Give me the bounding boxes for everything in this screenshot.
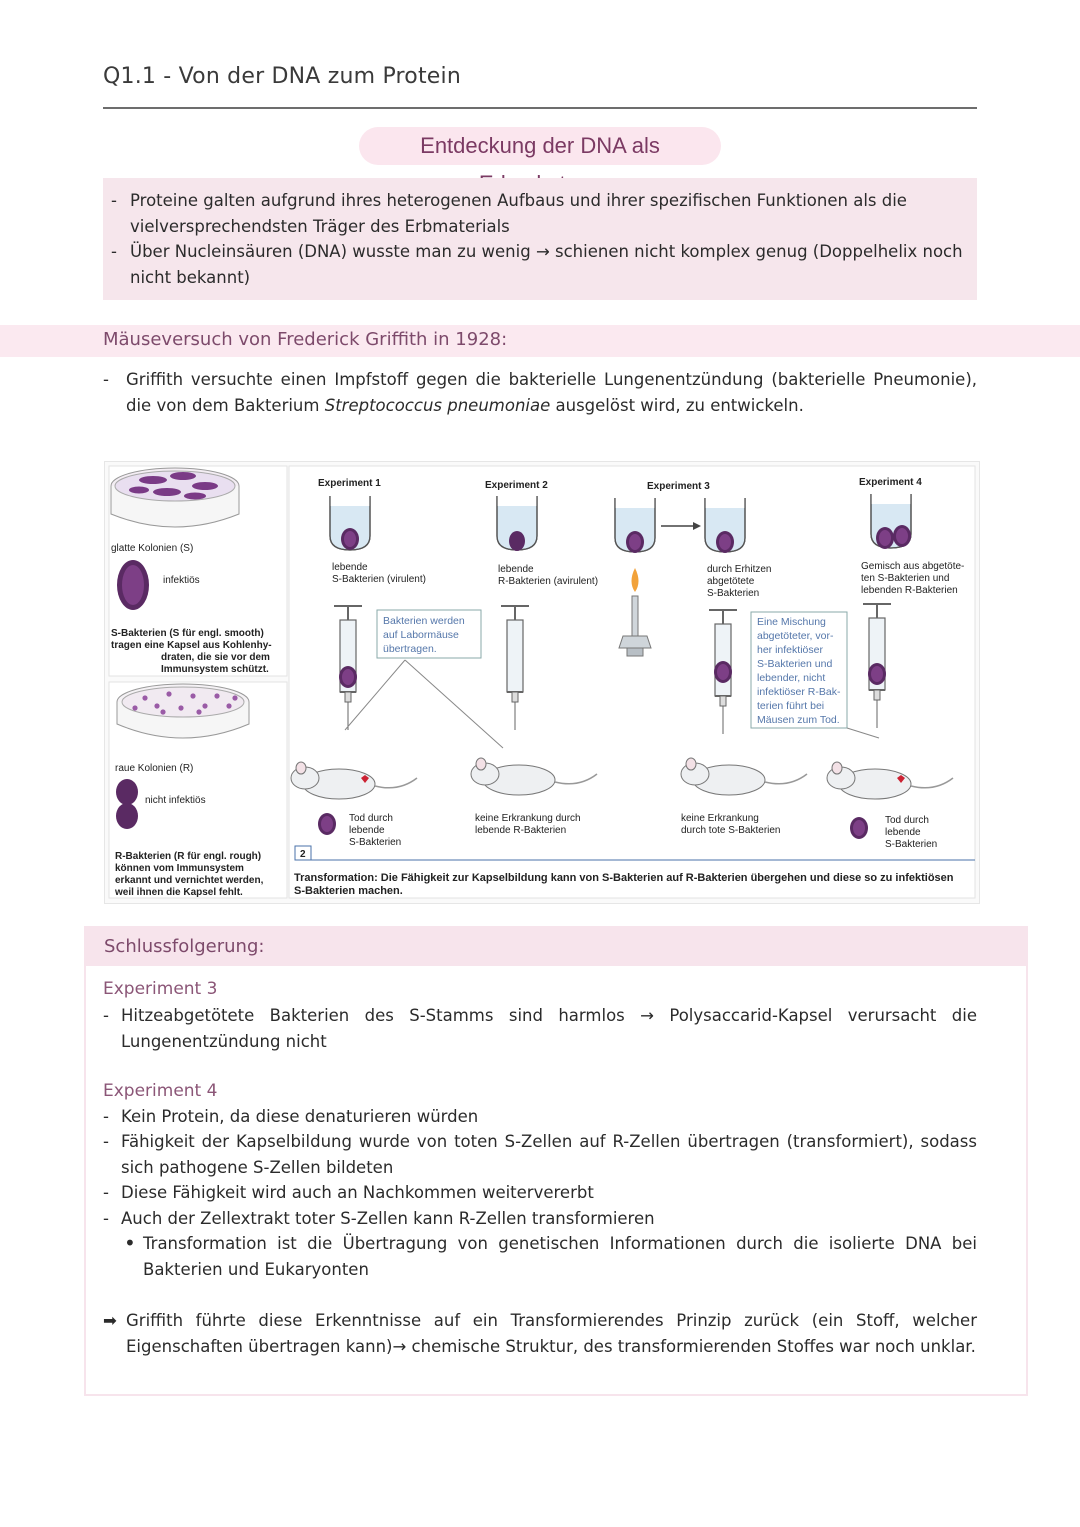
exp1-result-3: S-Bakterien	[349, 837, 402, 848]
note-mix-8: Mäusen zum Tod.	[757, 714, 840, 726]
title-divider	[103, 107, 977, 109]
exp3-result-2: durch tote S-Bakterien	[681, 825, 781, 836]
bullet-dash: -	[103, 370, 109, 389]
conclusion-exp4-item-4: Auch der Zellextrakt toter S-Zellen kann R-Zellen transformieren	[121, 1209, 655, 1228]
intro-box	[103, 178, 977, 300]
s-desc-4: Immunsystem schützt.	[161, 664, 269, 675]
figure-number: 2	[300, 849, 306, 860]
exp4-title: Experiment 4	[859, 477, 922, 488]
figure-illustration	[105, 462, 979, 903]
exp4-result-1: Tod durch	[885, 815, 929, 826]
bullet-dash: -	[111, 242, 117, 261]
species-name: Streptococcus pneumoniae	[324, 395, 551, 415]
bullet-dash: -	[103, 1183, 109, 1202]
conclusion-box	[84, 926, 1028, 1396]
conclusion-sub-bullet: Transformation ist die Übertragung von genetischen Informationen durch die isolierte DNA bei Bakterien und Eukaryonten	[143, 1234, 977, 1279]
note-mix-5: lebender, nicht	[757, 672, 826, 684]
exp4-label-2: ten S-Bakterien und	[861, 573, 950, 584]
exp3-label-3: S-Bakterien	[707, 588, 760, 599]
intro-bullet-2: Über Nucleinsäuren (DNA) wusste man zu wenig → schienen nicht komplex genug (Doppelhelix noch nicht bekannt)	[130, 242, 963, 287]
exp4-result-2: lebende	[885, 827, 921, 838]
note-mix-6: infektiöser R-Bak-	[757, 686, 841, 698]
exp4-result-3: S-Bakterien	[885, 839, 938, 850]
exp2-result-2: lebende R-Bakterien	[475, 825, 567, 836]
r-desc-2: können vom Immunsystem	[115, 863, 244, 874]
bullet-dash: -	[103, 1132, 109, 1151]
exp2-result-1: keine Erkrankung durch	[475, 813, 581, 824]
griffith-heading: Mäuseversuch von Frederick Griffith in 1928:	[103, 329, 508, 350]
note-mix-1: Eine Mischung	[757, 616, 826, 628]
bullet-dot: •	[124, 1231, 136, 1255]
bullet-dash: -	[103, 1107, 109, 1126]
bullet-dash: -	[111, 191, 117, 210]
conclusion-exp4-item-1: Kein Protein, da diese denaturieren würden	[121, 1107, 479, 1126]
s-desc-1: S-Bakterien (S für engl. smooth)	[111, 628, 264, 639]
exp1-result-2: lebende	[349, 825, 385, 836]
exp2-label-2: R-Bakterien (avirulent)	[498, 576, 599, 587]
s-colonies-label: glatte Kolonien (S)	[111, 543, 194, 554]
r-desc-3: erkannt und vernichtet werden,	[115, 875, 264, 886]
r-desc-1: R-Bakterien (R für engl. rough)	[115, 851, 262, 862]
conclusion-exp4-item-3: Diese Fähigkeit wird auch an Nachkommen weitervererbt	[121, 1183, 594, 1202]
note-mix-4: S-Bakterien und	[757, 658, 833, 670]
note-mix-2: abgetöteter, vor-	[757, 630, 834, 642]
exp3-label-2: abgetötete	[707, 576, 755, 587]
exp2-title: Experiment 2	[485, 480, 548, 491]
conclusion-title: Schlussfolgerung:	[104, 936, 265, 957]
bullet-dash: -	[103, 1209, 109, 1228]
exp1-title: Experiment 1	[318, 478, 381, 489]
exp2-label-1: lebende	[498, 564, 534, 575]
exp1-label-2: S-Bakterien (virulent)	[332, 574, 426, 585]
conclusion-exp3-heading: Experiment 3	[103, 979, 218, 999]
note-mix-3: her infektiöser	[757, 644, 823, 656]
r-noninfectious-label: nicht infektiös	[145, 795, 206, 806]
intro-bullet-1: Proteine galten aufgrund ihres heterogenen Aufbaus und ihrer spezifischen Funktionen als die vielversprechendsten Träger des Erbmaterials	[130, 191, 907, 236]
r-desc-4: weil ihnen die Kapsel fehlt.	[115, 887, 243, 898]
exp1-label-1: lebende	[332, 562, 368, 573]
griffith-text: Griffith versuchte einen Impfstoff gegen die bakterielle Lungenentzündung (bakterielle Pneumonie), die von dem Bakterium Streptococcus pneumoniae ausgelöst wird, zu entwickeln.	[126, 370, 977, 415]
exp4-label-3: lebenden R-Bakterien	[861, 585, 958, 596]
griffith-figure	[104, 461, 980, 904]
caption-line-1: Transformation: Die Fähigkeit zur Kapselbildung kann von S-Bakterien auf R-Bakterien übergehen und diese so zu infektiösen	[294, 872, 954, 884]
s-infectious-label: infektiös	[163, 575, 200, 586]
conclusion-exp4-heading: Experiment 4	[103, 1081, 218, 1101]
note-mix-7: terien führt bei	[757, 700, 825, 712]
exp1-result-1: Tod durch	[349, 813, 393, 824]
s-desc-3: draten, die sie vor dem	[161, 652, 270, 663]
conclusion-final: Griffith führte diese Erkenntnisse auf ein Transformierendes Prinzip zurück (ein Stoff, welcher Eigenschaften übertragen kann)→ chemische Struktur, des transformierenden Stoffes war noch unklar.	[126, 1311, 977, 1356]
bullet-dash: -	[103, 1006, 109, 1025]
conclusion-exp4-item-2: Fähigkeit der Kapselbildung wurde von toten S-Zellen auf R-Zellen übertragen (transformiert), sodass sich pathogene S-Zellen bildeten	[121, 1132, 977, 1177]
caption-line-2: S-Bakterien machen.	[294, 885, 403, 897]
section-subtitle: Entdeckung der DNA als	[359, 127, 721, 165]
note-transfer-2: auf Labormäuse	[383, 629, 459, 641]
conclusion-exp3-text: Hitzeabgetötete Bakterien des S-Stamms sind harmlos → Polysaccarid-Kapsel verursacht die Lungenentzündung nicht	[121, 1006, 977, 1051]
exp3-title: Experiment 3	[647, 481, 710, 492]
note-transfer-1: Bakterien werden	[383, 615, 465, 627]
exp3-label-1: durch Erhitzen	[707, 564, 772, 575]
arrow-icon: ➡	[103, 1311, 117, 1330]
r-colonies-label: raue Kolonien (R)	[115, 763, 194, 774]
page-title: Q1.1 - Von der DNA zum Protein	[103, 64, 461, 89]
exp3-result-1: keine Erkrankung	[681, 813, 759, 824]
s-desc-2: tragen eine Kapsel aus Kohlenhy-	[111, 640, 272, 651]
note-transfer-3: übertragen.	[383, 643, 437, 655]
exp4-label-1: Gemisch aus abgetöte-	[861, 561, 965, 572]
